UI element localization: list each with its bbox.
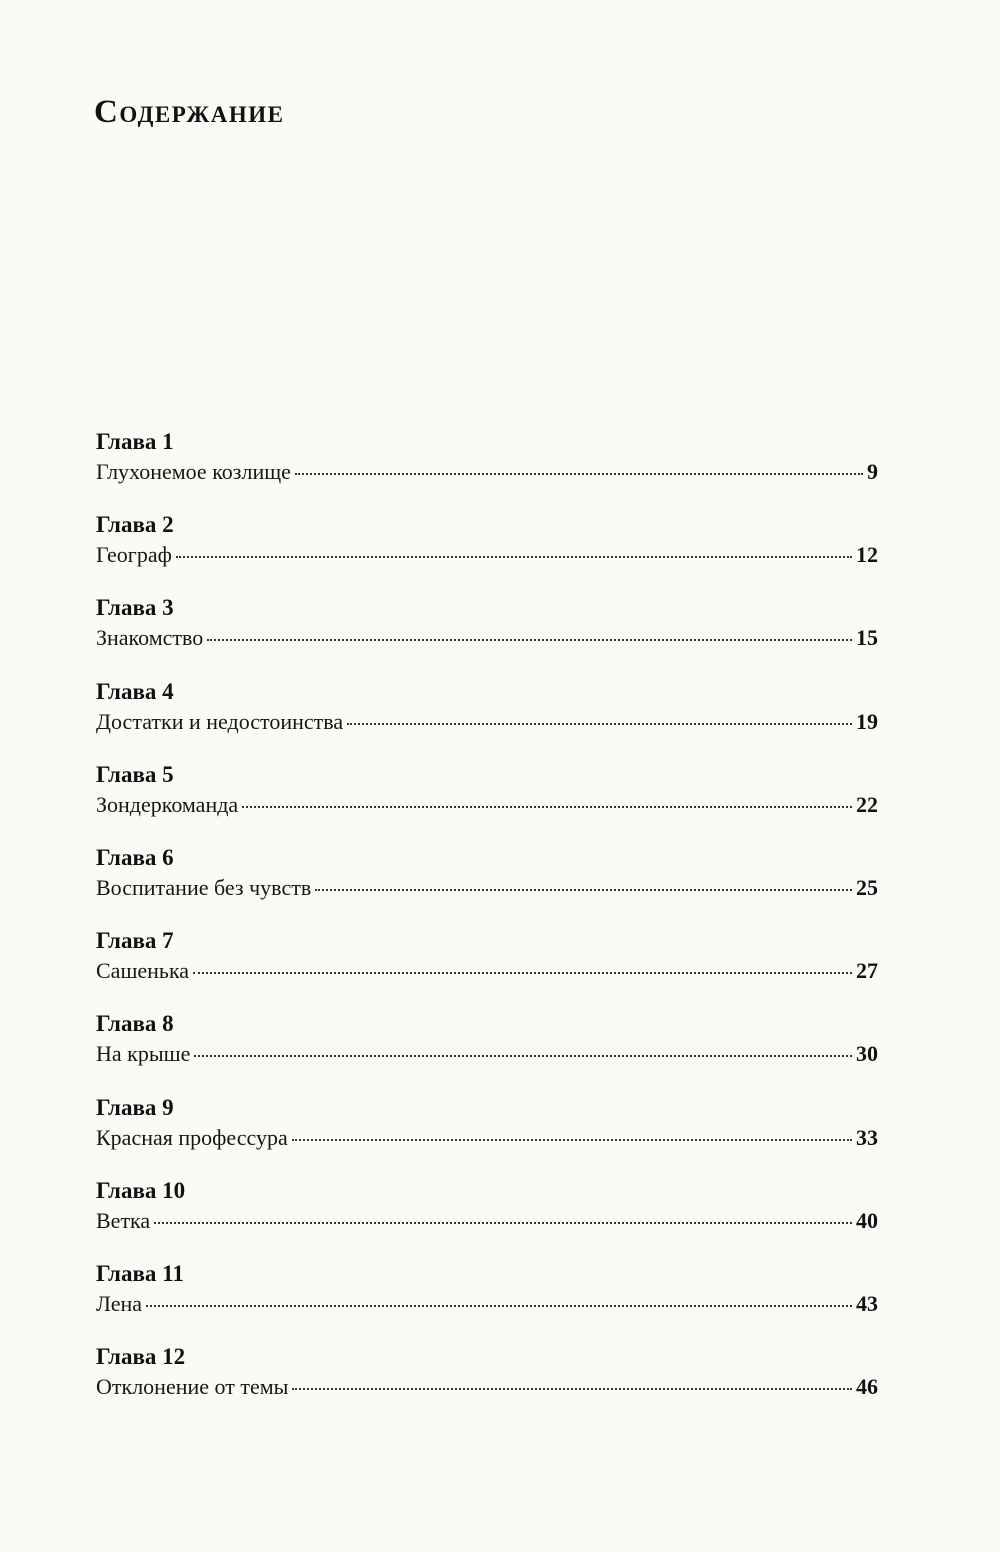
toc-line bbox=[96, 956, 878, 986]
page-number: 40 bbox=[856, 1207, 878, 1233]
page-number: 9 bbox=[867, 459, 878, 484]
dot-leader bbox=[242, 806, 852, 808]
toc-entry[interactable] bbox=[96, 1009, 878, 1092]
page-number: 12 bbox=[856, 542, 878, 568]
dot-leader bbox=[295, 473, 863, 475]
toc-entry[interactable] bbox=[96, 1093, 878, 1176]
toc-line bbox=[96, 790, 878, 820]
chapter-number: Глава 9 bbox=[96, 1094, 174, 1120]
chapter-number: Глава 6 bbox=[96, 844, 174, 870]
page-title: Содержание bbox=[94, 94, 285, 130]
chapter-number: Глава 3 bbox=[96, 595, 174, 621]
toc-entry[interactable] bbox=[96, 760, 878, 843]
chapter-title: Зондеркоманда bbox=[96, 791, 239, 817]
page-number: 25 bbox=[856, 874, 878, 900]
chapter-number: Глава 10 bbox=[96, 1177, 186, 1203]
dot-leader bbox=[315, 889, 852, 891]
dot-leader bbox=[146, 1305, 852, 1307]
toc-entry[interactable] bbox=[96, 1259, 878, 1342]
chapter-number: Глава 5 bbox=[96, 761, 174, 787]
dot-leader bbox=[193, 972, 852, 974]
chapter-number: Глава 7 bbox=[96, 928, 174, 954]
toc-line bbox=[96, 873, 878, 903]
toc-entry[interactable] bbox=[96, 1342, 878, 1425]
chapter-number: Глава 11 bbox=[96, 1260, 184, 1286]
toc-entry[interactable] bbox=[96, 843, 878, 926]
page-number: 27 bbox=[856, 958, 878, 984]
chapter-title: Географ bbox=[96, 542, 172, 568]
chapter-title: Отклонение от темы bbox=[96, 1374, 289, 1400]
toc-line bbox=[96, 623, 878, 653]
chapter-number: Глава 2 bbox=[96, 512, 174, 538]
dot-leader bbox=[154, 1222, 852, 1224]
chapter-title: Достатки и недостоинства bbox=[96, 708, 344, 734]
toc-entry[interactable] bbox=[96, 1176, 878, 1259]
toc-line bbox=[96, 540, 878, 570]
toc-entry[interactable] bbox=[96, 427, 878, 510]
chapter-title: Сашенька bbox=[96, 958, 190, 984]
chapter-title: Знакомство bbox=[96, 625, 204, 651]
page-number: 30 bbox=[856, 1041, 878, 1067]
toc-line bbox=[96, 1206, 878, 1236]
dot-leader bbox=[207, 639, 852, 641]
toc-entry[interactable] bbox=[96, 510, 878, 593]
page-number: 15 bbox=[856, 625, 878, 651]
chapter-number: Глава 4 bbox=[96, 678, 174, 704]
toc-line bbox=[96, 1372, 878, 1402]
page-number: 19 bbox=[856, 708, 878, 734]
toc-line bbox=[96, 707, 878, 737]
chapter-title: Глухонемое козлище bbox=[96, 459, 291, 484]
page-number: 43 bbox=[856, 1290, 878, 1316]
chapter-title: Красная профессура bbox=[96, 1124, 288, 1150]
dot-leader bbox=[347, 723, 852, 725]
page-number: 22 bbox=[856, 791, 878, 817]
chapter-number: Глава 12 bbox=[96, 1344, 186, 1370]
toc-line bbox=[96, 1039, 878, 1069]
chapter-title: Лена bbox=[96, 1290, 143, 1316]
dot-leader bbox=[176, 556, 852, 558]
page-number: 46 bbox=[856, 1374, 878, 1400]
dot-leader bbox=[194, 1055, 852, 1057]
toc-entry[interactable] bbox=[96, 593, 878, 676]
dot-leader bbox=[292, 1388, 852, 1390]
toc-line bbox=[96, 1123, 878, 1153]
chapter-title: Воспитание без чувств bbox=[96, 874, 312, 900]
dot-leader bbox=[292, 1139, 852, 1141]
chapter-number: Глава 8 bbox=[96, 1011, 174, 1037]
toc-line bbox=[96, 457, 878, 487]
toc-line bbox=[96, 1289, 878, 1319]
table-of-contents bbox=[96, 427, 878, 1425]
chapter-title: На крыше bbox=[96, 1041, 191, 1067]
page-number: 33 bbox=[856, 1124, 878, 1150]
chapter-title: Ветка bbox=[96, 1207, 151, 1233]
toc-entry[interactable] bbox=[96, 677, 878, 760]
chapter-number: Глава 1 bbox=[96, 429, 174, 454]
toc-entry[interactable] bbox=[96, 926, 878, 1009]
